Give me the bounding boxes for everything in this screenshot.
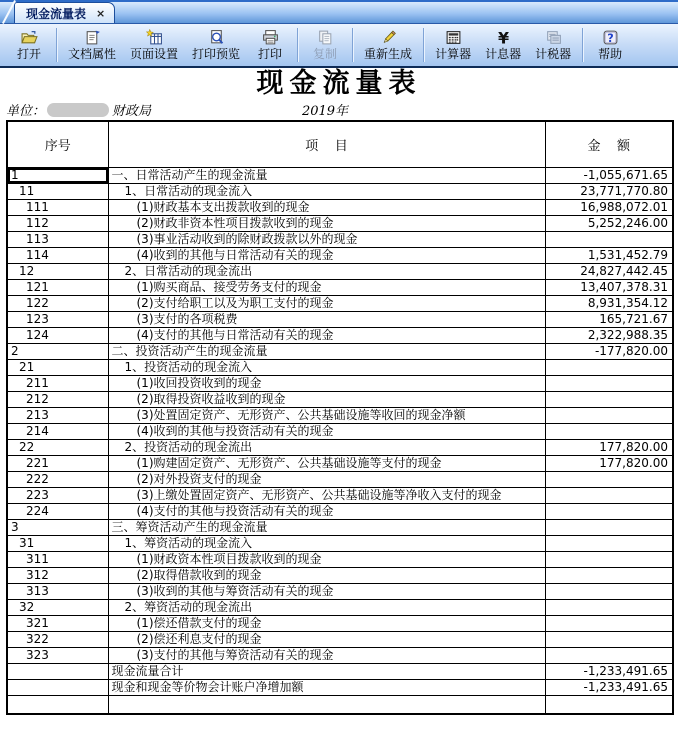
tab-bar [0,0,678,24]
item-cell[interactable]: (3)支付的其他与筹资活动有关的现金 [108,647,545,663]
report-area [0,69,678,715]
item-cell[interactable]: (1)购建固定资产、无形资产、公共基础设施等支付的现金 [108,455,545,471]
calculator-button[interactable] [428,28,478,63]
cash-flow-table [6,120,674,715]
toolbar-button-label: 页面设置 [130,46,179,61]
amount-cell[interactable]: -1,233,491.65 [545,679,673,695]
code-cell[interactable]: 211 [7,375,108,391]
item-cell[interactable]: 1、投资活动的现金流入 [108,359,545,375]
table-row [7,615,673,631]
item-cell[interactable]: (2)财政非资本性项目拨款收到的现金 [108,215,545,231]
item-cell[interactable]: 2、日常活动的现金流出 [108,263,545,279]
amount-cell[interactable]: 2,322,988.35 [545,327,673,343]
amount-cell[interactable] [545,519,673,535]
code-cell[interactable]: 223 [7,487,108,503]
amount-cell[interactable]: 165,721.67 [545,311,673,327]
code-cell[interactable]: 321 [7,615,108,631]
calculator-icon [445,29,462,46]
redaction-blob [47,103,109,117]
printer-icon [262,29,279,46]
amount-cell[interactable]: 177,820.00 [545,439,673,455]
amount-cell[interactable] [545,615,673,631]
item-cell[interactable]: 现金和现金等价物会计账户净增加额 [108,679,545,695]
code-cell[interactable]: 32 [7,599,108,615]
code-cell[interactable]: 114 [7,247,108,263]
svg-text:?: ? [606,31,614,45]
item-cell[interactable]: 2、投资活动的现金流出 [108,439,545,455]
table-row [7,663,673,679]
table-row [7,695,673,714]
toolbar-separator [56,28,57,62]
item-cell[interactable]: (1)财政资本性项目拨款收到的现金 [108,551,545,567]
table-row [7,423,673,439]
code-cell[interactable]: 122 [7,295,108,311]
amount-cell[interactable]: 1,531,452.79 [545,247,673,263]
code-cell[interactable]: 21 [7,359,108,375]
item-cell[interactable]: (4)收到的其他与投资活动有关的现金 [108,423,545,439]
copy-icon [317,29,334,46]
copy-button [302,28,348,63]
amount-cell[interactable] [545,471,673,487]
item-cell[interactable]: (3)事业活动收到的除财政拨款以外的现金 [108,231,545,247]
table-row [7,631,673,647]
code-cell[interactable]: 123 [7,311,108,327]
help-icon [602,29,619,46]
table-row [7,327,673,343]
amount-cell[interactable] [545,423,673,439]
code-cell[interactable]: 121 [7,279,108,295]
code-cell[interactable]: 212 [7,391,108,407]
toolbar-button-label: 帮助 [598,46,623,61]
toolbar-separator [423,28,424,62]
item-cell[interactable]: (2)取得借款收到的现金 [108,567,545,583]
code-cell[interactable]: 311 [7,551,108,567]
table-row [7,391,673,407]
table-row [7,183,673,199]
code-cell[interactable]: 113 [7,231,108,247]
toolbar-separator [582,28,583,62]
toolbar-button-label: 计息器 [485,46,522,61]
amount-cell[interactable] [545,375,673,391]
page-setup-icon [146,29,163,46]
amount-cell[interactable] [545,695,673,714]
amount-cell[interactable] [545,551,673,567]
table-row [7,215,673,231]
amount-cell[interactable]: -1,055,671.65 [545,167,673,183]
amount-cell[interactable] [545,407,673,423]
unit-name: 财政局 [112,104,152,119]
code-cell[interactable]: 22 [7,439,108,455]
item-cell[interactable]: (2)支付给职工以及为职工支付的现金 [108,295,545,311]
amount-cell[interactable] [545,391,673,407]
table-row [7,679,673,695]
item-cell[interactable]: 2、筹资活动的现金流出 [108,599,545,615]
tab-close-icon[interactable]: × [96,6,106,20]
table-row [7,551,673,567]
item-cell[interactable]: (4)支付的其他与投资活动有关的现金 [108,503,545,519]
table-row [7,343,673,359]
code-cell[interactable]: 222 [7,471,108,487]
amount-cell[interactable] [545,567,673,583]
amount-cell[interactable] [545,583,673,599]
item-cell[interactable]: (2)偿还利息支付的现金 [108,631,545,647]
table-row [7,599,673,615]
table-row [7,247,673,263]
toolbar-button-label: 打开 [16,46,41,61]
amount-cell[interactable]: 8,931,354.12 [545,295,673,311]
report-year: 2019年 [301,104,349,119]
code-cell[interactable] [7,695,108,714]
amount-cell[interactable]: 16,988,072.01 [545,199,673,215]
open-folder-icon [21,29,38,46]
amount-cell[interactable] [545,647,673,663]
amount-cell[interactable] [545,231,673,247]
doc-properties-button[interactable] [61,28,123,63]
item-cell[interactable]: (1)购买商品、接受劳务支付的现金 [108,279,545,295]
tab-cash-flow-statement[interactable] [14,2,115,23]
code-cell[interactable]: 322 [7,631,108,647]
amount-cell[interactable]: 13,407,378.31 [545,279,673,295]
toolbar-button-label: 打印预览 [192,46,241,61]
item-cell[interactable]: (1)偿还借款支付的现金 [108,615,545,631]
table-row [7,647,673,663]
item-cell[interactable]: 现金流量合计 [108,663,545,679]
item-cell[interactable]: (2)取得投资收益收到的现金 [108,391,545,407]
tab-title: 现金流量表 [26,6,87,21]
print-preview-button[interactable] [185,28,247,63]
toolbar-separator [352,28,353,62]
table-row [7,407,673,423]
item-cell[interactable]: 三、筹资活动产生的现金流量 [108,519,545,535]
code-cell[interactable]: 111 [7,199,108,215]
item-cell[interactable]: 1、筹资活动的现金流入 [108,535,545,551]
amount-cell[interactable] [545,599,673,615]
table-row [7,487,673,503]
table-row [7,535,673,551]
col-header-amount: 金 额 [545,121,673,167]
code-cell[interactable]: 323 [7,647,108,663]
code-cell[interactable]: 31 [7,535,108,551]
print-button[interactable] [247,28,293,63]
regenerate-button[interactable] [357,28,419,63]
interest-calculator-button[interactable] [478,28,528,63]
item-cell[interactable]: (3)处置固定资产、无形资产、公共基础设施等收回的现金净额 [108,407,545,423]
code-cell[interactable]: 12 [7,263,108,279]
toolbar [0,24,678,68]
code-cell[interactable]: 11 [7,183,108,199]
code-cell[interactable]: 112 [7,215,108,231]
amount-cell[interactable]: 24,827,442.45 [545,263,673,279]
tax-calculator-button[interactable] [528,28,578,63]
toolbar-button-label: 复制 [313,46,338,61]
table-row [7,263,673,279]
help-button[interactable] [587,28,633,63]
table-row [7,375,673,391]
toolbar-button-label: 文档属性 [68,46,117,61]
code-cell[interactable]: 313 [7,583,108,599]
item-cell[interactable]: (4)支付的其他与日常活动有关的现金 [108,327,545,343]
unit-label: 单位： [6,104,46,119]
toolbar-button-label: 重新生成 [364,46,413,61]
amount-cell[interactable] [545,487,673,503]
amount-cell[interactable]: 5,252,246.00 [545,215,673,231]
amount-cell[interactable]: -177,820.00 [545,343,673,359]
report-meta-row [0,99,678,120]
item-cell[interactable]: (1)财政基本支出拨款收到的现金 [108,199,545,215]
table-row [7,439,673,455]
code-cell[interactable]: 2 [7,343,108,359]
code-cell[interactable]: 213 [7,407,108,423]
item-cell[interactable]: (4)收到的其他与日常活动有关的现金 [108,247,545,263]
item-cell[interactable]: (3)支付的各项税费 [108,311,545,327]
code-cell[interactable] [7,663,108,679]
toolbar-button-label: 计税器 [535,46,572,61]
table-row [7,295,673,311]
yen-icon [495,29,512,46]
unit-line [6,100,151,119]
report-title: 现金流量表 [256,68,422,99]
code-cell[interactable]: 224 [7,503,108,519]
amount-cell[interactable] [545,535,673,551]
table-row [7,455,673,471]
item-cell[interactable]: (3)上缴处置固定资产、无形资产、公共基础设施等净收入支付的现金 [108,487,545,503]
table-header-row [7,121,673,167]
col-header-item: 项 目 [108,121,545,167]
amount-cell[interactable] [545,503,673,519]
item-cell[interactable]: (1)收回投资收到的现金 [108,375,545,391]
page-setup-button[interactable] [123,28,185,63]
code-cell[interactable]: 124 [7,327,108,343]
table-row [7,231,673,247]
toolbar-button-label: 打印 [258,46,283,61]
print-preview-icon [208,29,225,46]
amount-cell[interactable]: 23,771,770.80 [545,183,673,199]
table-row [7,311,673,327]
doc-properties-icon [84,29,101,46]
code-cell[interactable]: 1 [7,167,108,183]
open-button[interactable] [6,28,52,63]
table-row [7,471,673,487]
table-row [7,359,673,375]
code-cell[interactable] [7,679,108,695]
amount-cell[interactable] [545,359,673,375]
table-row [7,199,673,215]
item-cell[interactable]: 1、日常活动的现金流入 [108,183,545,199]
item-cell[interactable]: (3)收到的其他与筹资活动有关的现金 [108,583,545,599]
code-cell[interactable]: 312 [7,567,108,583]
table-row [7,567,673,583]
toolbar-button-label: 计算器 [435,46,472,61]
col-header-code: 序号 [7,121,108,167]
toolbar-separator [297,28,298,62]
amount-cell[interactable]: 177,820.00 [545,455,673,471]
code-cell[interactable]: 214 [7,423,108,439]
pencil-icon [380,29,397,46]
item-cell[interactable]: 二、投资活动产生的现金流量 [108,343,545,359]
table-row [7,583,673,599]
table-row [7,503,673,519]
code-cell[interactable]: 221 [7,455,108,471]
table-row [7,167,673,183]
table-row [7,279,673,295]
item-cell[interactable] [108,695,545,714]
table-row [7,519,673,535]
item-cell[interactable]: (2)对外投资支付的现金 [108,471,545,487]
amount-cell[interactable] [545,631,673,647]
svg-text:¥: ¥ [497,28,509,46]
amount-cell[interactable]: -1,233,491.65 [545,663,673,679]
code-cell[interactable]: 3 [7,519,108,535]
item-cell[interactable]: 一、日常活动产生的现金流量 [108,167,545,183]
tax-form-icon [545,29,562,46]
